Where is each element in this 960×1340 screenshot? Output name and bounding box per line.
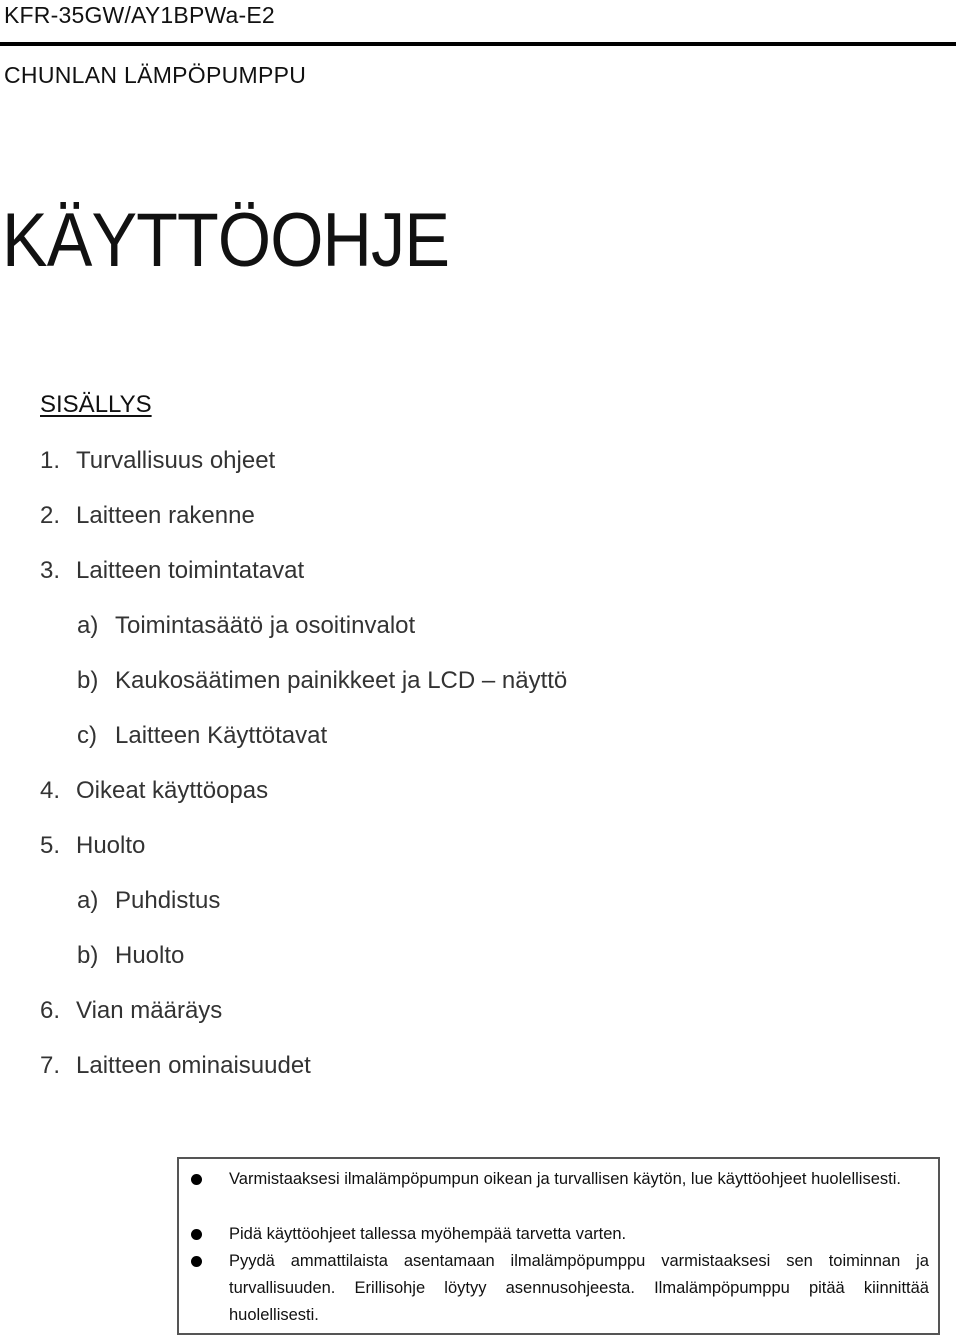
toc-item-number: 7. bbox=[40, 1052, 61, 1079]
notice-item: Varmistaaksesi ilmalämpöpumpun oikean ja turvallisen käytön, lue käyttöohjeet huolellisesti. bbox=[229, 1170, 901, 1188]
toc-item-number: a) bbox=[77, 612, 99, 639]
header-rule bbox=[0, 42, 956, 46]
toc-subitem bbox=[77, 721, 327, 751]
toc-item-label: Huolto bbox=[76, 832, 146, 859]
toc-item-label: Laitteen Käyttötavat bbox=[115, 722, 328, 749]
bullet-icon bbox=[191, 1256, 202, 1267]
toc-item-label: Vian määräys bbox=[76, 997, 223, 1024]
model-number: KFR-35GW/AY1BPWa-E2 bbox=[4, 2, 275, 28]
brand-name: CHUNLAN LÄMPÖPUMPPU bbox=[4, 62, 307, 88]
toc-item-label: Toimintasäätö ja osoitinvalot bbox=[115, 612, 416, 639]
toc-item-number: b) bbox=[77, 942, 99, 969]
toc-subitem bbox=[77, 666, 567, 696]
notice-box bbox=[177, 1157, 940, 1335]
toc-item-number: 5. bbox=[40, 832, 61, 859]
toc-subitem bbox=[77, 941, 184, 971]
toc-item bbox=[40, 556, 304, 586]
toc-item bbox=[40, 831, 145, 861]
toc-item-label: Turvallisuus ohjeet bbox=[76, 447, 276, 474]
toc-item-label: Laitteen toimintatavat bbox=[76, 557, 305, 584]
bullet-icon bbox=[191, 1229, 202, 1240]
toc-item-number: 6. bbox=[40, 997, 61, 1024]
notice-item: Pidä käyttöohjeet tallessa myöhempää tarvetta varten. bbox=[229, 1225, 627, 1243]
document-title: KÄYTTÖOHJE bbox=[2, 198, 450, 283]
toc-item-number: b) bbox=[77, 667, 99, 694]
toc-subitem bbox=[77, 886, 220, 916]
toc-item-label: Huolto bbox=[115, 942, 185, 969]
toc-item-label: Laitteen rakenne bbox=[76, 502, 255, 529]
toc-item bbox=[40, 996, 222, 1026]
toc-item-label: Puhdistus bbox=[115, 887, 221, 914]
toc-item-number: 4. bbox=[40, 777, 61, 804]
toc-subitem bbox=[77, 611, 415, 641]
toc-item-number: c) bbox=[77, 722, 97, 749]
toc-item bbox=[40, 501, 255, 531]
toc-item bbox=[40, 776, 268, 806]
toc-item-number: a) bbox=[77, 887, 99, 914]
toc-heading: SISÄLLYS bbox=[40, 391, 152, 418]
toc-item-number: 2. bbox=[40, 502, 61, 529]
toc-item bbox=[40, 446, 275, 476]
toc-item-number: 3. bbox=[40, 557, 61, 584]
notice-item: Pyydä ammattilaista asentamaan ilmalämpöpumppu varmistaaksesi sen toiminnan ja turvallisuuden. Erillisohje löytyy asennusohjeesta. Ilmalämpöpumppu pitää kiinnittää huolellisesti. bbox=[229, 1252, 929, 1324]
toc-item-label: Kaukosäätimen painikkeet ja LCD – näyttö bbox=[115, 667, 568, 694]
toc-item bbox=[40, 1051, 311, 1081]
toc-item-label: Laitteen ominaisuudet bbox=[76, 1052, 311, 1079]
toc-item-label: Oikeat käyttöopas bbox=[76, 777, 269, 804]
toc-item-number: 1. bbox=[40, 447, 61, 474]
bullet-icon bbox=[191, 1174, 202, 1185]
